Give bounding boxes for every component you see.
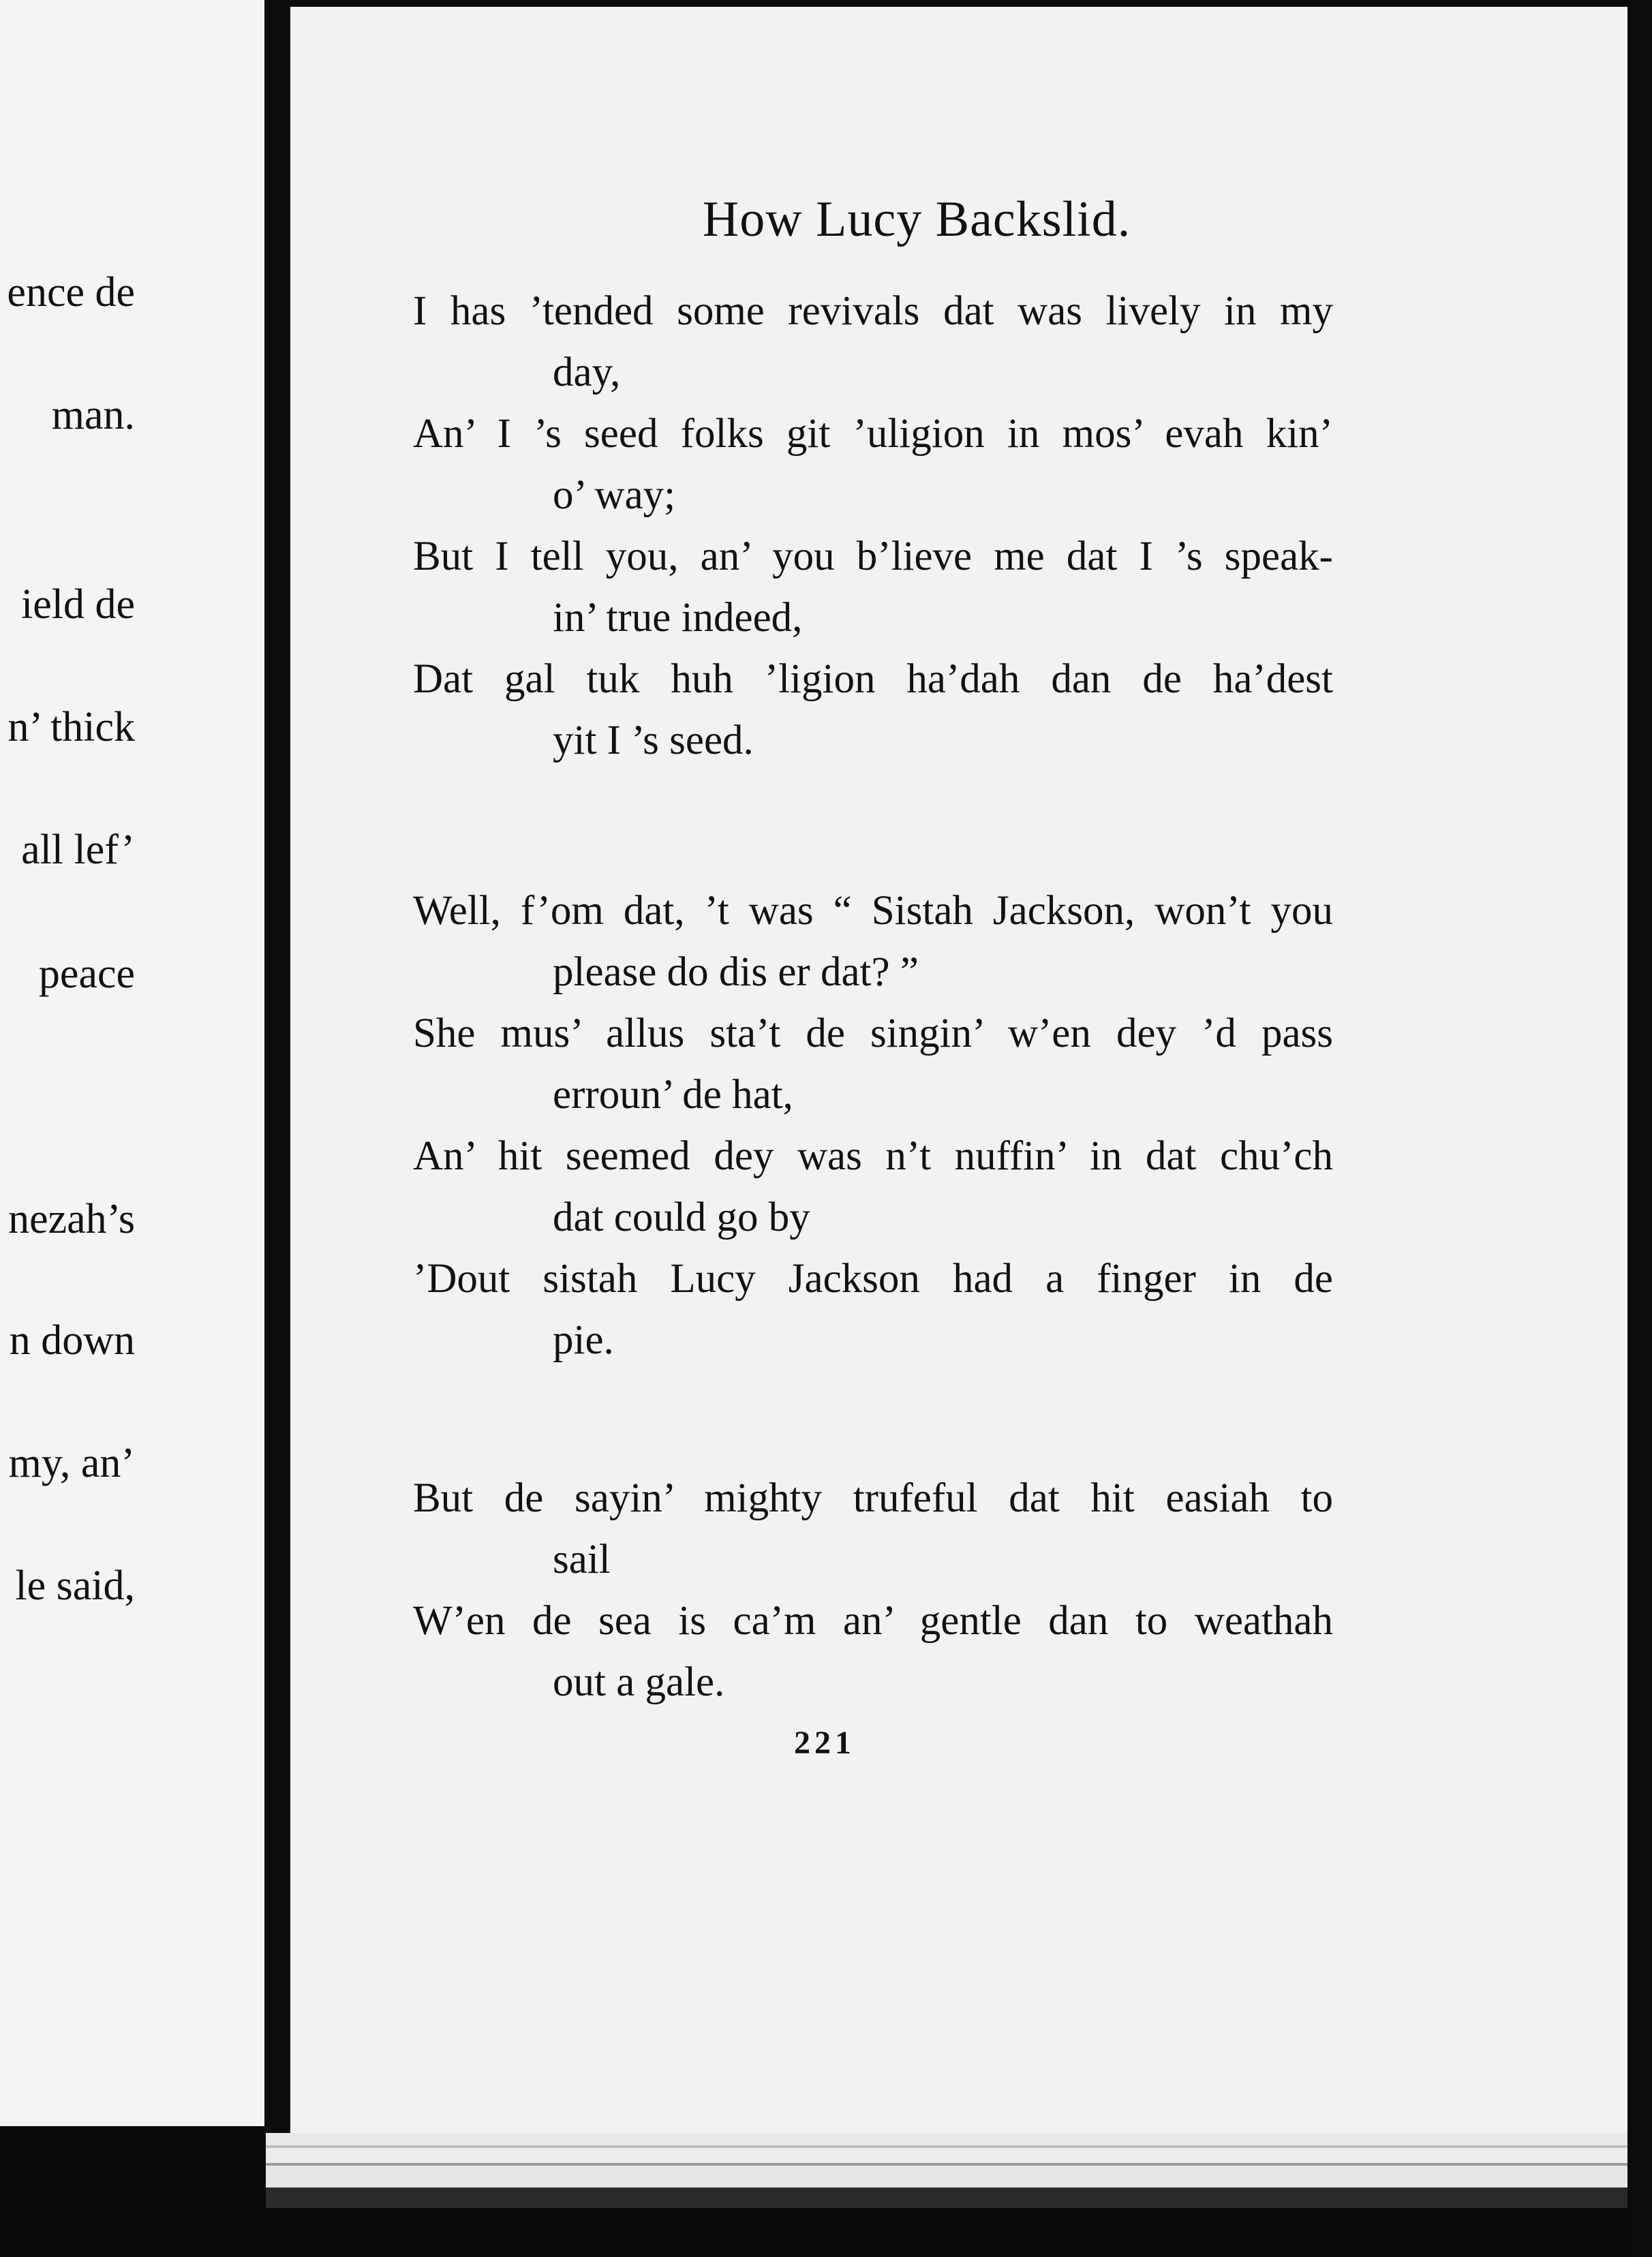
stanza-2 — [413, 880, 1333, 1371]
previous-page-fragment: nezah’s — [8, 1196, 135, 1242]
previous-page-fragment: n down — [9, 1317, 135, 1364]
poem-line: She mus’ allus sta’t de singin’ w’en dey ’d pass — [413, 1011, 1333, 1056]
poem-line: W’en de sea is ca’m an’ gentle dan to weathah — [413, 1598, 1333, 1644]
poem-line: erroun’ de hat, — [553, 1072, 793, 1118]
poem-line: Well, f’om dat, ’t was “ Sistah Jackson, won’t you — [413, 888, 1333, 934]
poem-line: yit I ’s seed. — [553, 718, 754, 763]
poem-line: An’ I ’s seed folks git ’uligion in mos’ evah kin’ — [413, 411, 1333, 457]
poem-line: please do dis er dat? ” — [553, 949, 919, 995]
current-page — [290, 7, 1627, 2133]
stacked-page-edges — [266, 2133, 1629, 2208]
poem-line: I has ’tended some revivals dat was lively in my — [413, 288, 1333, 334]
poem-line: out a gale. — [553, 1659, 725, 1705]
previous-page-fragment: ence de — [7, 269, 135, 316]
poem-line: in’ true indeed, — [553, 595, 803, 641]
poem-line: o’ way; — [553, 472, 676, 518]
previous-page-fragment: peace — [38, 951, 135, 997]
poem-line: day, — [553, 350, 621, 395]
previous-page — [0, 0, 264, 2126]
previous-page-fragment: le said, — [15, 1563, 135, 1609]
poem-line: pie. — [553, 1317, 614, 1363]
previous-page-fragment: all lef’ — [21, 827, 135, 873]
book-gutter — [264, 0, 290, 2153]
page-number: 221 — [794, 1725, 855, 1761]
book-right-edge — [1627, 0, 1652, 2257]
stanza-3 — [413, 1468, 1333, 1713]
poem-title: How Lucy Backslid. — [702, 191, 1131, 247]
poem-line: But de sayin’ mighty trufeful dat hit easiah to — [413, 1475, 1333, 1521]
previous-page-fragment: ield de — [21, 581, 135, 628]
poem-line: Dat gal tuk huh ’ligion ha’dah dan de ha’dest — [413, 656, 1333, 702]
previous-page-fragment: man. — [51, 392, 135, 438]
stanza-1 — [413, 281, 1333, 771]
poem-line: ’Dout sistah Lucy Jackson had a finger in de — [413, 1256, 1333, 1302]
poem-line: dat could go by — [553, 1195, 810, 1240]
previous-page-fragment: n’ thick — [7, 704, 135, 750]
poem-line: An’ hit seemed dey was n’t nuffin’ in dat chu’ch — [413, 1133, 1333, 1179]
poem-line: sail — [553, 1537, 611, 1582]
previous-page-fragment: my, an’ — [8, 1440, 135, 1486]
poem-line: But I tell you, an’ you b’lieve me dat I ’s speak- — [413, 534, 1333, 579]
